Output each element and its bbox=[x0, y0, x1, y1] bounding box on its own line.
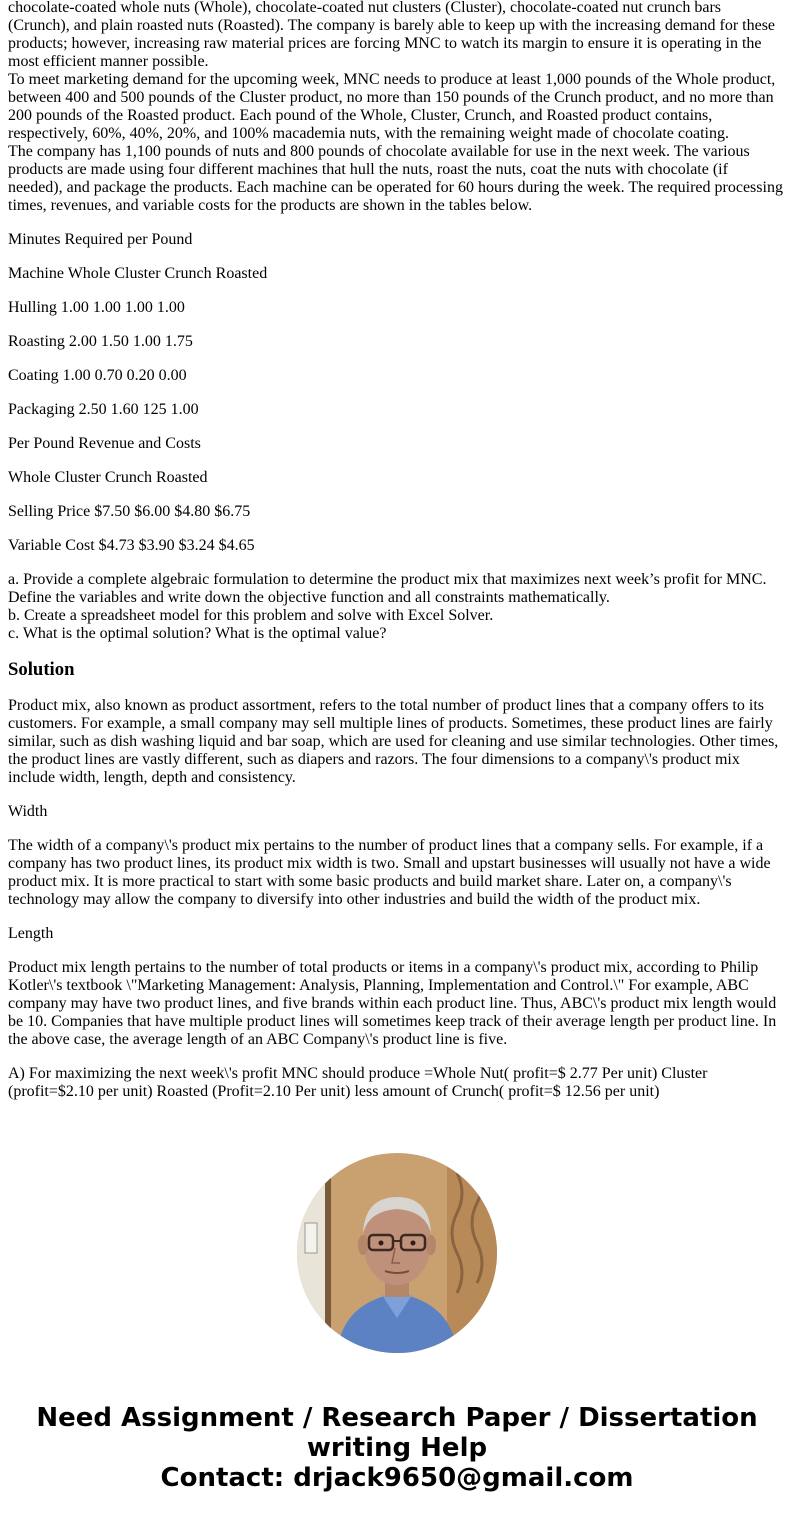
width-paragraph: The width of a company\'s product mix pertains to the number of product lines that a company sells. For example, if a company has two product lines, its product mix width is two. Small and upstart businesses will usually not have a wide product mix. It is more practical to start with some basic products and build market share. Later on, a company\'s technology may allow the company to diversify into other industries and build the width of the product mix. bbox=[8, 837, 771, 908]
length-paragraph: Product mix length pertains to the number of total products or items in a company\'s product mix, according to Philip Kotler\'s textbook \"Marketing Management: Analysis, Planning, Implementation and Control.\" For example, ABC company may have two product lines, and five brands within each product line. Thus, ABC\'s product mix length would be 10. Companies that have multiple product lines will sometimes keep track of their average length per product line. In the above case, the average length of an ABC Company\'s product line is five. bbox=[8, 959, 777, 1048]
revenue-table-title: Per Pound Revenue and Costs bbox=[8, 435, 201, 452]
footer-line-writing-help: writing Help bbox=[306, 1433, 488, 1463]
question-a: a. Provide a complete algebraic formulation to determine the product mix that maximizes next week’s profit for MNC. Define the variables and write down the objective function and all constraints mathematically. bbox=[8, 571, 767, 606]
footer-line-assignment: Need Assignment / Research Paper / Dissertation bbox=[36, 1403, 758, 1433]
minutes-table-header: Machine Whole Cluster Crunch Roasted bbox=[8, 265, 268, 282]
minutes-row-hulling: Hulling 1.00 1.00 1.00 1.00 bbox=[8, 299, 185, 316]
revenue-row-variable-cost: Variable Cost $4.73 $3.90 $3.24 $4.65 bbox=[8, 537, 255, 554]
footer-line-contact: Contact: drjack9650@gmail.com bbox=[160, 1463, 634, 1493]
minutes-row-roasting: Roasting 2.00 1.50 1.00 1.75 bbox=[8, 333, 193, 350]
minutes-row-coating: Coating 1.00 0.70 0.20 0.00 bbox=[8, 367, 187, 384]
question-b: b. Create a spreadsheet model for this problem and solve with Excel Solver. bbox=[8, 607, 494, 624]
solution-heading: Solution bbox=[8, 659, 75, 680]
avatar-portrait bbox=[297, 1153, 497, 1353]
revenue-table-header: Whole Cluster Crunch Roasted bbox=[8, 469, 208, 486]
intro-paragraph-demand: To meet marketing demand for the upcoming week, MNC needs to produce at least 1,000 pounds of the Whole product, between 400 and 500 pounds of the Cluster product, no more than 150 pounds of the Crunch product, and no more than 200 pounds of the Roasted product. Each pound of the Whole, Cluster, Crunch, and Roasted product contains, respectively, 60%, 40%, 20%, and 100% macademia nuts, with the remaining weight made of chocolate coating. bbox=[8, 71, 776, 142]
intro-paragraph-products: chocolate-coated whole nuts (Whole), chocolate-coated nut clusters (Cluster), chocolate-coated nut crunch bars (Crunch), and plain roasted nuts (Roasted). The company is barely able to keep up with the increasing demand for these products; however, increasing raw material prices are forcing MNC to watch its margin to ensure it is operating in the most efficient manner possible. bbox=[8, 0, 776, 70]
length-label: Length bbox=[8, 925, 54, 942]
revenue-row-selling-price: Selling Price $7.50 $6.00 $4.80 $6.75 bbox=[8, 503, 251, 520]
answer-paragraph: A) For maximizing the next week\'s profit MNC should produce =Whole Nut( profit=$ 2.77 Per unit) Cluster (profit=$2.10 per unit) Roasted (Profit=2.10 Per unit) less amount of Crunch( profit=$ 12.56 per unit) bbox=[8, 1065, 708, 1100]
question-c: c. What is the optimal solution? What is the optimal value? bbox=[8, 625, 387, 642]
minutes-row-packaging: Packaging 2.50 1.60 125 1.00 bbox=[8, 401, 199, 418]
solution-intro-paragraph: Product mix, also known as product assortment, refers to the total number of product lines that a company offers to its customers. For example, a small company may sell multiple lines of products. Sometimes, these product lines are fairly similar, such as dish washing liquid and bar soap, which are used for cleaning and use similar technologies. Other times, the product lines are vastly different, such as diapers and razors. The four dimensions to a company\'s product mix include width, length, depth and consistency. bbox=[8, 697, 779, 786]
questions bbox=[8, 571, 786, 643]
minutes-table-title: Minutes Required per Pound bbox=[8, 231, 193, 248]
width-label: Width bbox=[8, 803, 48, 820]
document-body bbox=[8, 0, 786, 1117]
contact-footer bbox=[0, 1403, 794, 1493]
author-avatar bbox=[297, 1153, 497, 1353]
intro-paragraph-resources: The company has 1,100 pounds of nuts and 800 pounds of chocolate available for use in the next week. The various products are made using four different machines that hull the nuts, roast the nuts, coat the nuts with chocolate (if needed), and package the products. Each machine can be operated for 60 hours during the week. The required processing times, revenues, and variable costs for the products are shown in the tables below. bbox=[8, 143, 783, 214]
problem-intro bbox=[8, 0, 786, 215]
